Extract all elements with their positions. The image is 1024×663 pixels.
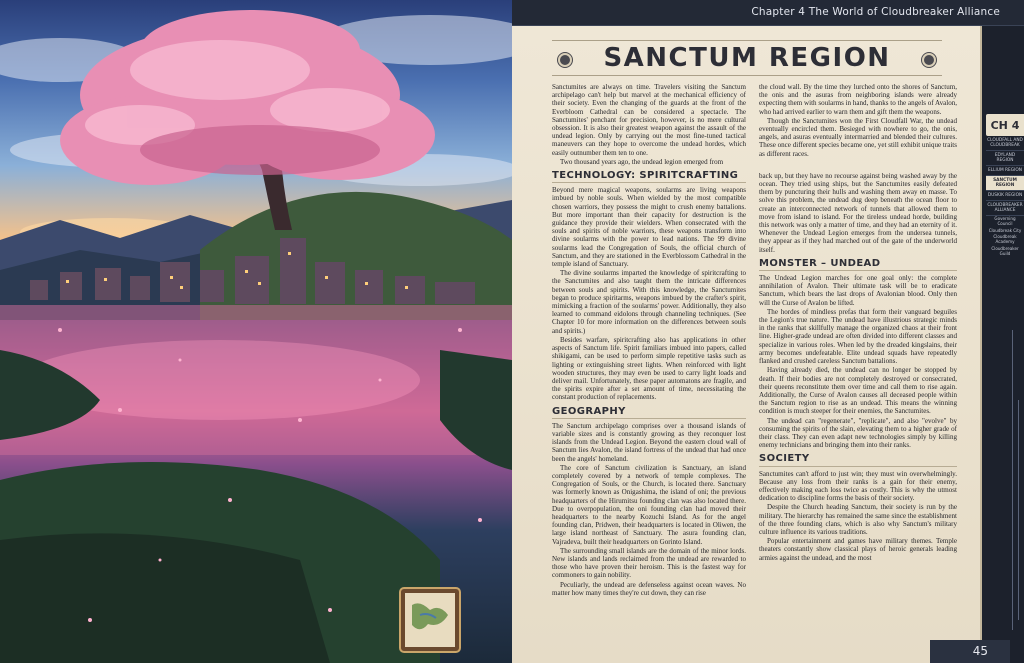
paragraph: The divine soularms imparted the knowledge of spiritcrafting to the Sanctumites and also taught them the intricate differences between souls and spirits. With this knowledge, the Sanctumites began to produce spiritarms, weapons imbued by the crafter's spirit, mimicking a fraction of the soularms' power. Additionally, they also learned to command eidolons through channeling techniques. (See Chapter 10 for more information on the differences between souls and spirits.) [552,269,746,335]
text-column-left [552,83,746,598]
tab-sanctum[interactable]: SANCTUM REGION [986,176,1024,191]
page-number: 45 [930,640,1010,663]
paragraph: Peculiarly, the undead are defenseless against ocean waves. No matter how many times they're cut down, they can rise [552,580,746,597]
tab-ellium[interactable]: ELLIUM REGION [986,166,1024,176]
paragraph: Popular entertainment and games have military themes. Temple theaters constantly show classical plays of heroic generals leading armies against the undead, and the most [759,537,957,562]
title-banner [552,40,942,76]
parchment-panel [512,26,982,663]
page-title: SANCTUM REGION [603,43,891,73]
paragraph: The Undead Legion marches for one goal only: the complete annihilation of Avalon. Their ultimate task will be to eradicate Sanctum, which bears the last drops of Avalonian blood. Only then will the Curse of Avalon be lifted. [759,274,957,307]
tab-edyland[interactable]: EDYLAND REGION [986,151,1024,166]
tab-sub-academy[interactable]: Cloudbreak Academy [993,234,1017,245]
map-inset-icon [400,588,460,652]
tab-alliance[interactable]: CLOUDBREAKER ALLIANCE [986,201,1024,216]
paragraph: Having already died, the undead can no longer be stopped by death. If their bodies are not completely destroyed or consecrated, their queens reconstitute them over time and call them to rise again. Additionally, the Curse of Avalon causes all deceased people within the Sanctum region to rise as an undead. This means the winning condition is much steeper for their enemies, the Sanctumites. [759,366,957,416]
paragraph: back up, but they have no recourse against being washed away by the ocean. They tried using ships, but the Sanctumites easily defeated them by puncturing their hulls and washing them away en masse. To solve this problem, the undead dug deep beneath the ocean floor to create an interconnected network of tunnels that allowed them to move from island to island. For the tireless undead horde, building this network was only a matter of time, and they had an eternity of it. Whenever the Undead Legion emerges from the undersea tunnels, they appear as if they had marched out of the gate of the underworld itself. [759,171,957,254]
tab-sub-council[interactable]: Governing Council [994,216,1016,226]
paragraph: The hordes of mindless prefas that form their vanguard beguiles the Legion's true nature. The undead have illustrious strategic minds in the ranks that skillfully manage the organized chaos at their front line. Higher-grade undead are often divided into different classes and specialize in various roles. When led by the dreaded kingslains, their army becomes undefeatable. Elite undead squads have repeatedly flanked and crushed careless Sanctum battalions. [759,307,957,366]
paragraph: The core of Sanctum civilization is Sanctuary, an island completely covered by a network of temple complexes. The Congregation of Souls, or the Church, is located there. Sanctuary was formerly known as Onigashima, the island of oni; the previous headquarters of the Hirumitsu founding clan was also located there. Due to overpopulation, the oni founding clan had moved their headquarters to the nearby Kozuchi Island. As for the angel founding clan, Pridwen, their headquarters is located in Oliwen, the large island northeast of Sanctuary. The asura founding clan, Vajradeva, built their headquarters on Gorinto Island. [552,463,746,546]
paragraph: the cloud wall. By the time they lurched onto the shores of Sanctum, the onis and the asuras from neighboring islands were already expecting them with soularms in hand, thanks to the angels of Avalon, who had arrived earlier to warn them and gift them the weapons. [759,83,957,116]
paragraph: Beyond mere magical weapons, soularms are living weapons imbued by noble souls. When wielded by the most compatible chosen warriors, they possess the might to crush enemy battalions. But more important than their capacity for destruction is the guidance they provide their wielders. When consecrated with the souls and spirits of noble warriors, these weapons transform into divine soularms with the power to lead nations. The 99 divine soularms lead the Congregation of Souls, the official church of Sanctum, and they are stationed in the Everblossom Cathedral in the temple island of Sanctuary. [552,186,746,269]
paragraph: Sanctumites can't afford to just win; they must win overwhelmingly. Because any loss from their ranks is a gain for their enemy, effectively making each loss twice as costly. This is why the utmost dedication to discipline forms the basis of their society. [759,469,957,503]
paragraph: Besides warfare, spiritcrafting also has applications in other aspects of Sanctum life. Spirit familiars imbued into papers, called shikigami, can be used to perform simple repetitive tasks such as lighting or extinguishing street lights. When reinforced with light wooden structures, they may even be used to carry light loads and deliver mail. Unfortunately, these paper automatons are fragile, and the spirits expire after a set amount of time, necessitating the constant production of replacements. [552,335,746,402]
chapter-header-bar [512,0,1024,26]
section-heading-society: SOCIETY [759,455,957,466]
decorative-line [1018,400,1019,620]
paragraph: The undead can "regenerate", "replicate", and also "evolve" by consuming the spirits of the slain, elevating them to a higher grade of their class. They can even adapt new technologies simply by killing enemy technicians and bringing them into their ranks. [759,416,957,450]
chapter-label: Chapter 4 The World of Cloudbreaker Alliance [751,6,1000,18]
paragraph: Though the Sanctumites won the First Cloudfall War, the undead eventually encircled them. Besieged with nowhere to go, the onis, angels, and asuras eventually intermarried and blended their cultures. These once different species became one, yet still exhibit unique traits as different races. [759,116,957,158]
text-column-right [759,83,957,563]
section-heading-geography: GEOGRAPHY [552,408,746,419]
chapter-tab[interactable]: CH 4 [986,114,1024,136]
tab-cloudfall[interactable]: CLOUDFALL AND CLOUDBREAK [986,136,1024,151]
section-heading-technology: TECHNOLOGY: SPIRITCRAFTING [552,172,746,183]
section-heading-monster: MONSTER – UNDEAD [759,260,957,271]
paragraph: Despite the Church heading Sanctum, their society is run by the military. The hierarchy has remained the same since the establishment of the three founding clans, which is also why Sanctum's military culture influence its various traditions. [759,503,957,536]
paragraph: Two thousand years ago, the undead legion emerged from [560,157,724,166]
paragraph: The surrounding small islands are the domain of the minor lords. New islands and lands reclaimed from the undead are rewarded to those who have proven their heroism. This is the fastest way for commoners to gain nobility. [552,546,746,580]
right-page [512,0,1024,663]
paragraph: The Sanctum archipelago comprises over a thousand islands of variable sizes and is constantly growing as they reconquer lost islands from the Undead Legion. Beyond the eastern cloud wall of Sanctum lies Avalon, the island fortress of the undead that had once been the angels' homeland. [552,421,746,463]
decorative-line [1012,330,1013,630]
tab-sub-city[interactable]: Cloudbreak City [988,227,1022,233]
tab-duskik[interactable]: DUSKIK REGION [986,191,1024,201]
paragraph: Sanctumites are always on time. Travelers visiting the Sanctum archipelago can't help but marvel at the mechanical efficiency of their society. Even the changing of the guards at the front of the Everbloom Cathedral can be considered a spectacle. The Sanctumites' penchant for precision, however, is no mere cultural obsession. It is also their greatest weapon against the assault of the undead legion. Only by carrying out the most fine-tuned tactical maneuvers can they hope to overcome the undead hordes, which easily outnumber them ten to one. [552,83,746,157]
chapter-tabs [986,114,1024,314]
tab-sub-guild[interactable]: Cloudbreaker Guild [991,245,1019,256]
